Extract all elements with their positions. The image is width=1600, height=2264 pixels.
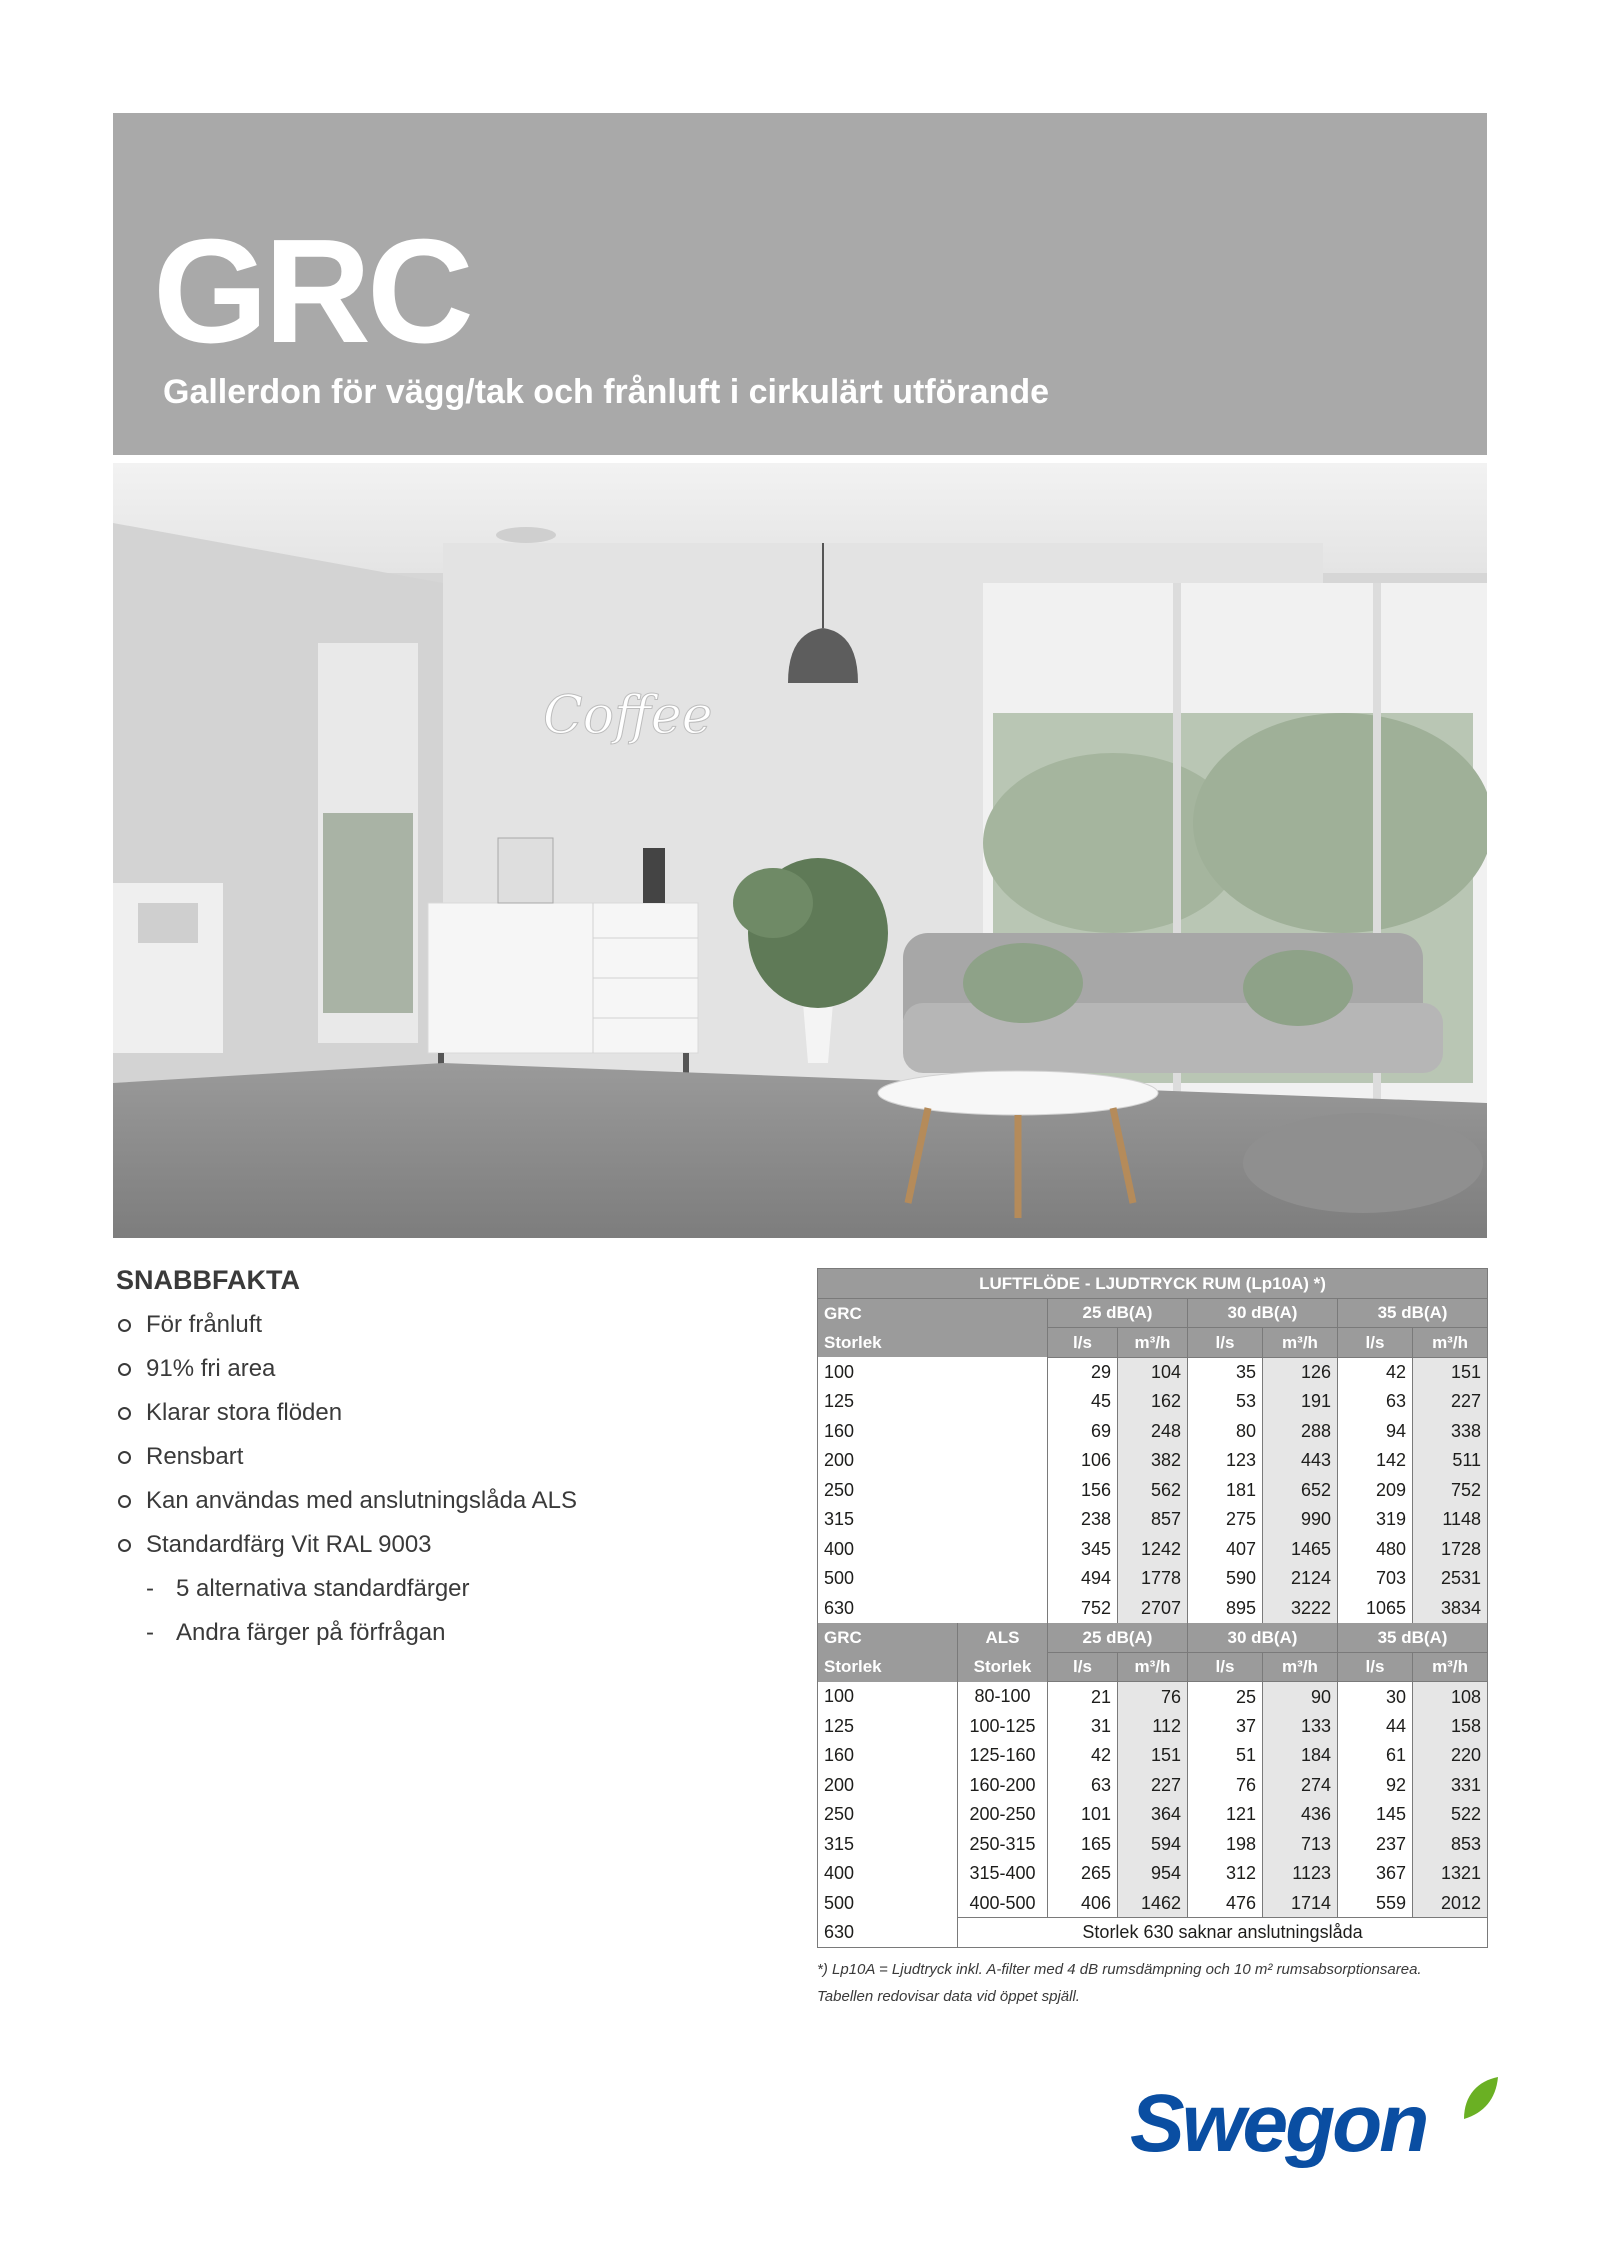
table-cell: 2124 [1263,1564,1338,1594]
table-cell: 436 [1263,1800,1338,1830]
table-cell: 198 [1188,1829,1263,1859]
table-cell: 1778 [1118,1564,1188,1594]
table-cell: 76 [1118,1682,1188,1712]
table-title: LUFTFLÖDE - LJUDTRYCK RUM (Lp10A) *) [818,1269,1488,1299]
table-cell: 94 [1338,1416,1413,1446]
table-cell: 220 [1413,1741,1488,1771]
list-item: Standardfärg Vit RAL 9003 [116,1530,756,1574]
table-cell: 248 [1118,1416,1188,1446]
table-cell: 319 [1338,1505,1413,1535]
table-cell: 338 [1413,1416,1488,1446]
table-cell: 288 [1263,1416,1338,1446]
circle-bullet-icon [118,1319,131,1332]
column-header: m³/h [1263,1328,1338,1358]
table-cell: 123 [1188,1446,1263,1476]
table-cell: 443 [1263,1446,1338,1476]
column-header: GRC [818,1623,958,1653]
dash-bullet: - [146,1575,154,1602]
table-cell: 125-160 [958,1741,1048,1771]
table-cell: 652 [1263,1475,1338,1505]
table-row [818,1357,1488,1387]
table-cell: 954 [1118,1859,1188,1889]
table-cell: 63 [1048,1770,1118,1800]
table-cell: 29 [1048,1357,1118,1387]
list-item: För frånluft [116,1310,756,1354]
table-row [818,1770,1488,1800]
dash-bullet: - [146,1619,154,1646]
table-cell: 2012 [1413,1888,1488,1918]
table-cell: 100 [818,1357,1048,1387]
table-cell: 100-125 [958,1711,1048,1741]
table-cell: 30 [1338,1682,1413,1712]
table-cell: 21 [1048,1682,1118,1712]
table-row [818,1416,1488,1446]
table-cell: 1242 [1118,1534,1188,1564]
table-row [818,1534,1488,1564]
table-cell: 500 [818,1564,1048,1594]
table-cell: 400 [818,1534,1048,1564]
table-cell: 101 [1048,1800,1118,1830]
table-cell: 250 [818,1800,958,1830]
table-cell: 227 [1118,1770,1188,1800]
table-cell: 121 [1188,1800,1263,1830]
table-cell: 80-100 [958,1682,1048,1712]
list-item: Kan användas med anslutningslåda ALS [116,1486,756,1530]
table-cell: 162 [1118,1387,1188,1417]
circle-bullet-icon [118,1539,131,1552]
table-cell: 315 [818,1505,1048,1535]
table-cell: 407 [1188,1534,1263,1564]
column-header: 25 dB(A) [1048,1298,1188,1328]
table-cell: 630 [818,1918,958,1948]
table-row [818,1593,1488,1623]
table-cell: 853 [1413,1829,1488,1859]
footnote: *) Lp10A = Ljudtryck inkl. A-filter med 4 dB rumsdämpning och 10 m² rumsabsorptionsarea. [817,1960,1422,1978]
table-cell: 51 [1188,1741,1263,1771]
airflow-sound-table-section [817,1268,1487,2014]
table-cell: 630 [818,1593,1048,1623]
table-cell: 3222 [1263,1593,1338,1623]
table-cell: 315 [818,1829,958,1859]
column-header: m³/h [1413,1328,1488,1358]
table-cell: 106 [1048,1446,1118,1476]
table-cell: 331 [1413,1770,1488,1800]
swegon-logo [1130,2075,1510,2185]
table-cell: 265 [1048,1859,1118,1889]
sub-list-item: - 5 alternativa standardfärger [146,1575,470,1602]
table-cell: 345 [1048,1534,1118,1564]
table-cell: 990 [1263,1505,1338,1535]
table-cell: 200-250 [958,1800,1048,1830]
airflow-sound-table [817,1268,1488,1948]
table-cell: 200 [818,1770,958,1800]
column-header: Storlek [958,1652,1048,1682]
column-header: l/s [1338,1652,1413,1682]
table-cell: 112 [1118,1711,1188,1741]
table-cell: 35 [1188,1357,1263,1387]
table-cell: 160-200 [958,1770,1048,1800]
table-cell: 42 [1338,1357,1413,1387]
table-cell: 209 [1338,1475,1413,1505]
circle-bullet-icon [118,1495,131,1508]
logo-wordmark: Swegon [1130,2078,1427,2169]
table-cell: 1462 [1118,1888,1188,1918]
table-row [818,1682,1488,1712]
column-header: m³/h [1118,1328,1188,1358]
column-header: m³/h [1118,1652,1188,1682]
column-header: ALS [958,1623,1048,1653]
column-header: Storlek [818,1328,1048,1358]
table-cell: 1728 [1413,1534,1488,1564]
quick-facts-heading: SNABBFAKTA [116,1265,300,1295]
page-title: GRC [153,209,470,374]
table-cell: 275 [1188,1505,1263,1535]
table-cell: 145 [1338,1800,1413,1830]
table-cell: 752 [1048,1593,1118,1623]
table-cell: 1065 [1338,1593,1413,1623]
table-cell: 184 [1263,1741,1338,1771]
table-cell: 158 [1413,1711,1488,1741]
table-cell: 151 [1118,1741,1188,1771]
table-cell: 857 [1118,1505,1188,1535]
table-cell: 562 [1118,1475,1188,1505]
table-row [818,1387,1488,1417]
table-cell: 160 [818,1741,958,1771]
table-cell: 133 [1263,1711,1338,1741]
column-header: m³/h [1263,1652,1338,1682]
table-cell: 250-315 [958,1829,1048,1859]
circle-bullet-icon [118,1451,131,1464]
table-row [818,1564,1488,1594]
table-cell: 165 [1048,1829,1118,1859]
circle-bullet-icon [118,1407,131,1420]
table-row [818,1711,1488,1741]
column-header: GRC [818,1298,1048,1328]
table-cell: 1465 [1263,1534,1338,1564]
table-cell: 500 [818,1888,958,1918]
table-row [818,1800,1488,1830]
table-cell: 895 [1188,1593,1263,1623]
table-cell: 559 [1338,1888,1413,1918]
table-cell: 181 [1188,1475,1263,1505]
table-cell: 156 [1048,1475,1118,1505]
table-cell: 142 [1338,1446,1413,1476]
table-cell: 126 [1263,1357,1338,1387]
list-item: Klarar stora flöden [116,1398,756,1442]
column-header: l/s [1048,1328,1118,1358]
table-cell: 400-500 [958,1888,1048,1918]
list-item: 91% fri area [116,1354,756,1398]
table-row [818,1918,1488,1948]
quick-facts [116,1265,756,1662]
table-cell: 400 [818,1859,958,1889]
table-cell: 590 [1188,1564,1263,1594]
table-cell: 594 [1118,1829,1188,1859]
table-cell: 522 [1413,1800,1488,1830]
table-cell: 1321 [1413,1859,1488,1889]
product-photo [113,463,1487,1238]
table-row [818,1446,1488,1476]
table-cell: 752 [1413,1475,1488,1505]
table-cell: 37 [1188,1711,1263,1741]
table-cell: 2707 [1118,1593,1188,1623]
table-cell: 250 [818,1475,1048,1505]
table-cell: 45 [1048,1387,1118,1417]
table-cell: 1148 [1413,1505,1488,1535]
table-cell: 42 [1048,1741,1118,1771]
table-cell: 61 [1338,1741,1413,1771]
column-header: l/s [1048,1652,1118,1682]
page-subtitle: Gallerdon för vägg/tak och frånluft i cirkulärt utförande [163,373,1050,411]
column-header: 35 dB(A) [1338,1623,1488,1653]
table-cell: 25 [1188,1682,1263,1712]
column-header: 30 dB(A) [1188,1623,1338,1653]
table-cell: 92 [1338,1770,1413,1800]
interior-scene-image [113,463,1487,1238]
table-row [818,1829,1488,1859]
table-row [818,1888,1488,1918]
leaf-icon [1460,2075,1500,2121]
column-header: Storlek [818,1652,958,1682]
table-cell: 104 [1118,1357,1188,1387]
table-cell: 125 [818,1387,1048,1417]
table-cell: 494 [1048,1564,1118,1594]
table-note-cell: Storlek 630 saknar anslutningslåda [958,1918,1488,1948]
circle-bullet-icon [118,1363,131,1376]
column-header: l/s [1188,1652,1263,1682]
table-cell: 480 [1338,1534,1413,1564]
footnote: Tabellen redovisar data vid öppet spjäll. [817,1987,1080,2005]
sub-list-item: - Andra färger på förfrågan [146,1619,446,1646]
table-cell: 476 [1188,1888,1263,1918]
table-cell: 31 [1048,1711,1118,1741]
table-row [818,1741,1488,1771]
table-cell: 364 [1118,1800,1188,1830]
table-cell: 200 [818,1446,1048,1476]
table-cell: 125 [818,1711,958,1741]
table-footnotes [817,1960,1487,2006]
column-header: 30 dB(A) [1188,1298,1338,1328]
quick-facts-list [116,1310,756,1662]
column-header: m³/h [1413,1652,1488,1682]
table-cell: 312 [1188,1859,1263,1889]
table-cell: 238 [1048,1505,1118,1535]
neon-sign: Coffee [543,686,713,746]
table-cell: 367 [1338,1859,1413,1889]
table-row [818,1505,1488,1535]
table-cell: 237 [1338,1829,1413,1859]
table-cell: 53 [1188,1387,1263,1417]
list-item: Rensbart [116,1442,756,1486]
table-cell: 44 [1338,1711,1413,1741]
table-row [818,1859,1488,1889]
table-row [818,1475,1488,1505]
table-cell: 406 [1048,1888,1118,1918]
table-cell: 703 [1338,1564,1413,1594]
table-cell: 3834 [1413,1593,1488,1623]
table-cell: 151 [1413,1357,1488,1387]
table-cell: 1714 [1263,1888,1338,1918]
table-cell: 69 [1048,1416,1118,1446]
table-cell: 227 [1413,1387,1488,1417]
title-banner [113,113,1487,455]
table-cell: 511 [1413,1446,1488,1476]
table-cell: 160 [818,1416,1048,1446]
table-cell: 80 [1188,1416,1263,1446]
table-cell: 100 [818,1682,958,1712]
table-cell: 2531 [1413,1564,1488,1594]
column-header: l/s [1188,1328,1263,1358]
column-header: 35 dB(A) [1338,1298,1488,1328]
table-cell: 713 [1263,1829,1338,1859]
column-header: l/s [1338,1328,1413,1358]
table-cell: 108 [1413,1682,1488,1712]
table-cell: 382 [1118,1446,1188,1476]
table-cell: 90 [1263,1682,1338,1712]
table-cell: 274 [1263,1770,1338,1800]
column-header: 25 dB(A) [1048,1623,1188,1653]
table-cell: 191 [1263,1387,1338,1417]
table-cell: 63 [1338,1387,1413,1417]
table-cell: 76 [1188,1770,1263,1800]
table-cell: 315-400 [958,1859,1048,1889]
table-cell: 1123 [1263,1859,1338,1889]
